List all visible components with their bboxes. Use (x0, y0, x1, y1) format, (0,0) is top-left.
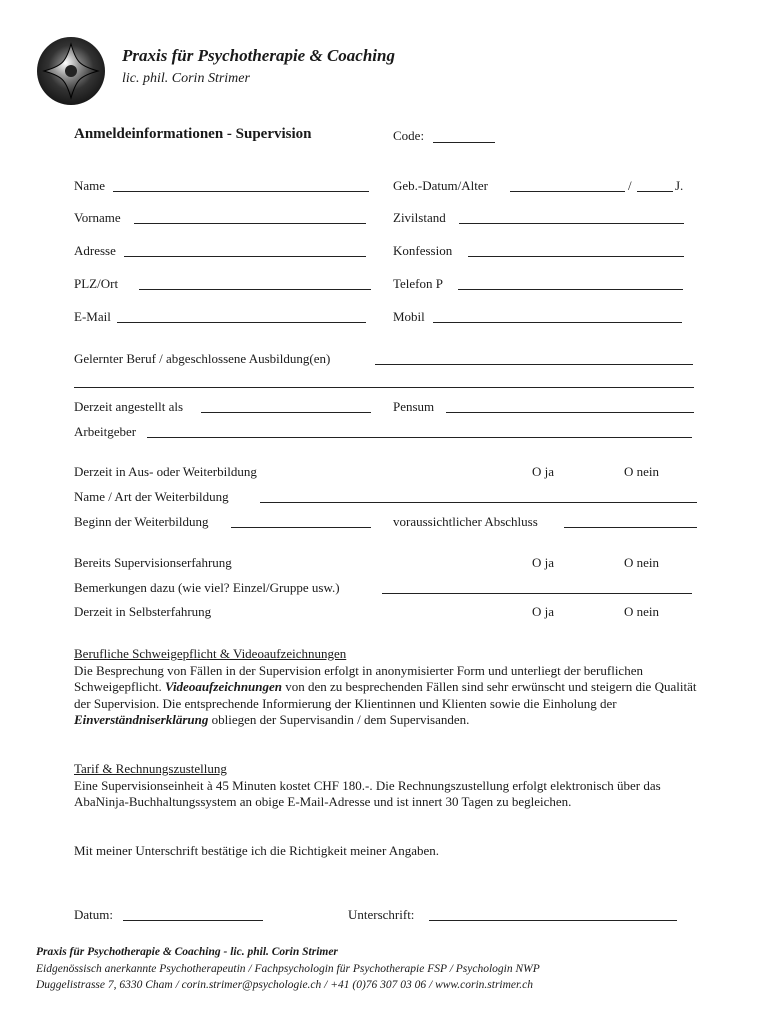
confession-label: Konfession (393, 243, 453, 258)
employed-as-label: Derzeit angestellt als (74, 399, 184, 414)
workload-field[interactable] (446, 412, 694, 413)
code-field[interactable] (433, 142, 495, 143)
expected-completion-label: voraussichtlicher Abschluss (393, 514, 538, 529)
experience-yes-option[interactable]: O ja (532, 555, 555, 570)
profession-field[interactable] (375, 364, 693, 365)
self-experience-yes-option[interactable]: O ja (532, 604, 555, 619)
workload-label: Pensum (393, 399, 435, 414)
form-title: Anmeldeinformationen - Supervision (74, 126, 312, 142)
profession-label: Gelernter Beruf / abgeschlossene Ausbildung(en) (74, 351, 331, 366)
firstname-label: Vorname (74, 210, 121, 225)
training-label: Derzeit in Aus- oder Weiterbildung (74, 464, 257, 479)
age-separator: / (628, 178, 632, 193)
signature-label: Unterschrift: (348, 907, 415, 922)
tariff-heading: Tarif & Rechnungszustellung (74, 761, 227, 776)
footer-practice: Praxis für Psychotherapie & Coaching - lic. phil. Corin Strimer (36, 946, 338, 958)
expected-completion-field[interactable] (564, 527, 697, 528)
birthdate-label: Geb.-Datum/Alter (393, 178, 488, 193)
employer-field[interactable] (147, 437, 692, 438)
phone-field[interactable] (458, 289, 683, 290)
code-label: Code: (393, 128, 425, 143)
employed-as-field[interactable] (201, 412, 371, 413)
civil-status-field[interactable] (459, 223, 684, 224)
training-start-label: Beginn der Weiterbildung (74, 514, 209, 529)
address-label: Adresse (74, 243, 116, 258)
date-label: Datum: (74, 907, 113, 922)
profession-field-line2[interactable] (74, 387, 694, 388)
confidentiality-text: Die Besprechung von Fällen in der Supervision erfolgt in anonymisierter Form und unterliegt der beruflichen Schweigepflicht. Videoaufzeichnungen von den zu besprechenden Fällen sind sehr erwünscht und steigern die Qualität der Supervision. Die entsprechende Informierung der Klientinnen und Klienten sowie die Einholung der Einverständniserklärung obliegen der Supervisandin / dem Supervisanden. (74, 662, 697, 727)
confidentiality-heading: Berufliche Schweigepflicht & Videoaufzeichnungen (74, 646, 347, 661)
zip-city-label: PLZ/Ort (74, 276, 119, 291)
signature-field[interactable] (429, 920, 677, 921)
phone-label: Telefon P (393, 276, 443, 291)
age-field[interactable] (637, 191, 673, 192)
training-start-field[interactable] (231, 527, 371, 528)
confidentiality-section (74, 646, 704, 729)
mobile-field[interactable] (433, 322, 682, 323)
training-yes-option[interactable]: O ja (532, 464, 555, 479)
email-field[interactable] (117, 322, 366, 323)
consent-emphasis: Einverständniserklärung (74, 712, 209, 727)
self-experience-no-option[interactable]: O nein (624, 604, 660, 619)
email-label: E-Mail (74, 309, 111, 324)
logo-icon (36, 36, 106, 106)
firstname-field[interactable] (134, 223, 366, 224)
footer-contact: Duggelistrasse 7, 6330 Cham / corin.strimer@psychologie.ch / +41 (0)76 307 03 06 / www.corin.strimer.ch (36, 979, 533, 991)
birthdate-field[interactable] (510, 191, 625, 192)
address-field[interactable] (124, 256, 366, 257)
practice-name: Praxis für Psychotherapie & Coaching (122, 46, 395, 65)
training-type-label: Name / Art der Weiterbildung (74, 489, 229, 504)
remarks-field[interactable] (382, 593, 692, 594)
confirmation-text: Mit meiner Unterschrift bestätige ich die Richtigkeit meiner Angaben. (74, 843, 439, 858)
date-field[interactable] (123, 920, 263, 921)
training-type-field[interactable] (260, 502, 697, 503)
training-no-option[interactable]: O nein (624, 464, 660, 479)
name-field[interactable] (113, 191, 369, 192)
supervision-experience-label: Bereits Supervisionserfahrung (74, 555, 232, 570)
mobile-label: Mobil (393, 309, 425, 324)
zip-city-field[interactable] (139, 289, 371, 290)
employer-label: Arbeitgeber (74, 424, 137, 439)
tariff-text: Eine Supervisionseinheit à 45 Minuten kostet CHF 180.-. Die Rechnungszustellung erfolgt elektronisch über das AbaNinja-Buchhaltungssystem an obige E-Mail-Adresse und ist innert 30 Tagen zu begleichen. (74, 777, 661, 809)
age-unit: J. (675, 178, 684, 193)
name-label: Name (74, 178, 106, 193)
video-recordings-emphasis: Videoaufzeichnungen (164, 679, 283, 694)
tariff-section (74, 761, 704, 811)
practitioner-name: lic. phil. Corin Strimer (122, 71, 250, 86)
self-experience-label: Derzeit in Selbsterfahrung (74, 604, 212, 619)
remarks-label: Bemerkungen dazu (wie viel? Einzel/Gruppe usw.) (74, 580, 340, 595)
experience-no-option[interactable]: O nein (624, 555, 660, 570)
civil-status-label: Zivilstand (393, 210, 446, 225)
footer-qualification: Eidgenössisch anerkannte Psychotherapeutin / Fachpsychologin für Psychotherapie FSP / Psychologin NWP (36, 963, 540, 975)
confession-field[interactable] (468, 256, 684, 257)
